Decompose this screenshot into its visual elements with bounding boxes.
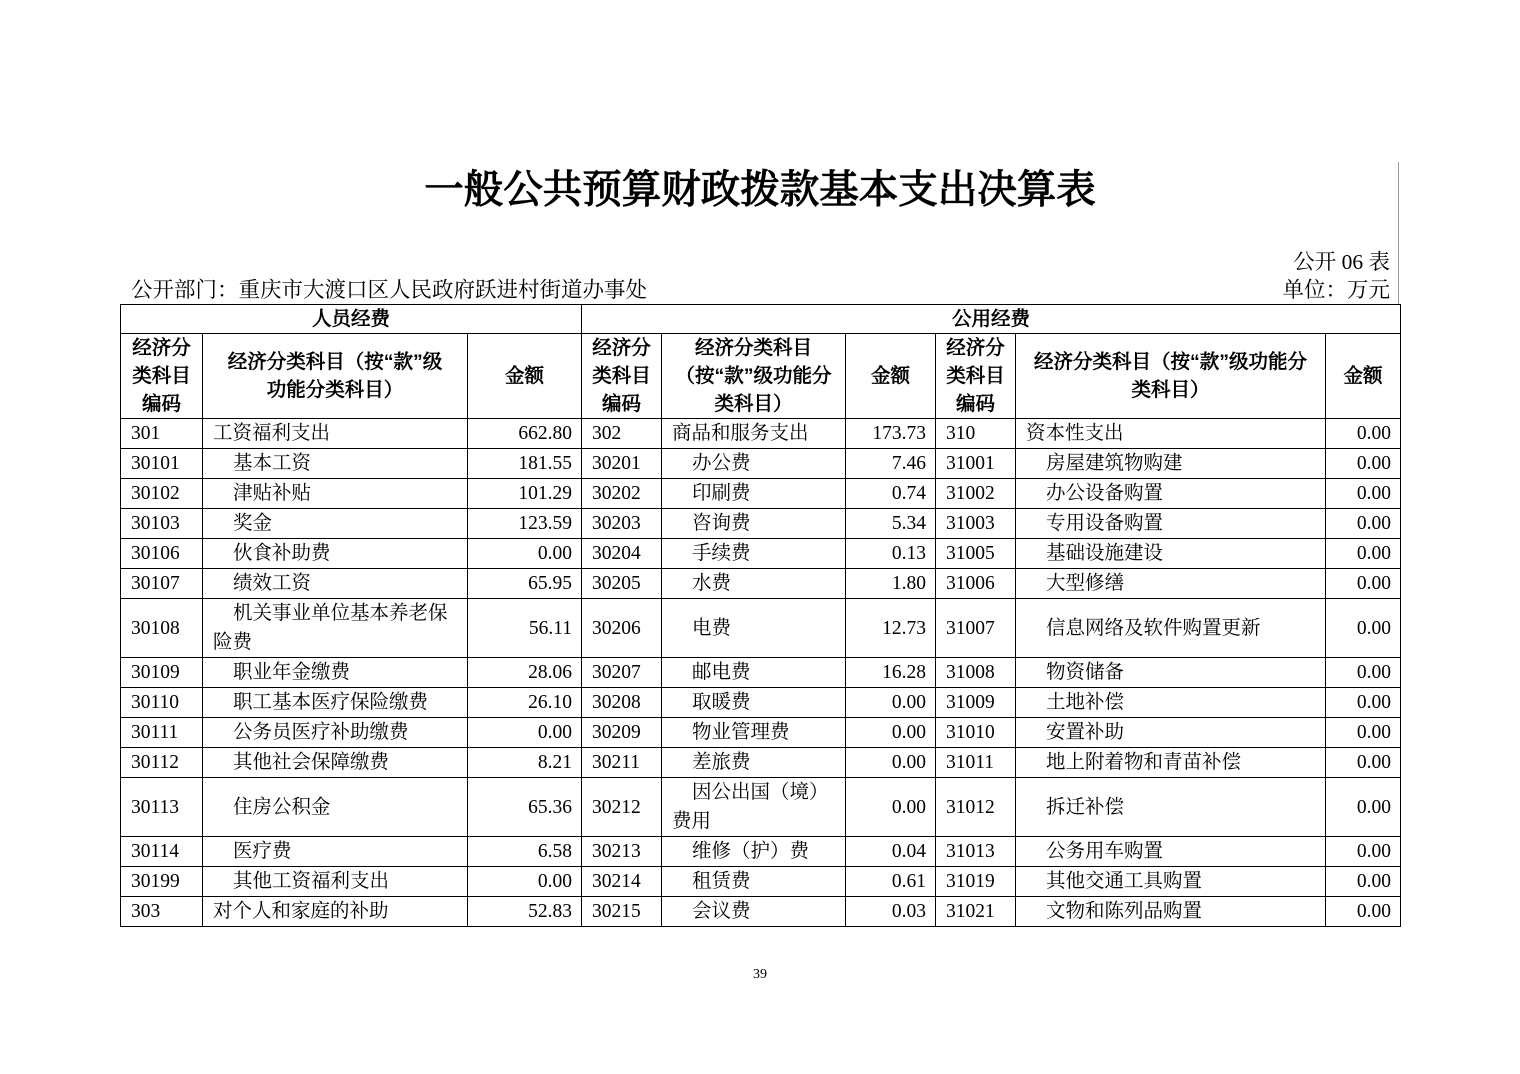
table-row: [121, 539, 1401, 569]
amount-cell: 0.00: [846, 778, 936, 837]
item-code-cell: 31012: [936, 778, 1016, 837]
item-code-cell: 31005: [936, 539, 1016, 569]
item-code-cell: 30103: [121, 509, 203, 539]
item-name-cell: 拆迁补偿: [1016, 778, 1326, 837]
amount-cell: 6.58: [468, 837, 582, 867]
item-code-cell: 301: [121, 419, 203, 449]
amount-cell: 28.06: [468, 658, 582, 688]
amount-cell: 0.00: [1326, 449, 1401, 479]
item-name-cell: 公务员医疗补助缴费: [203, 718, 468, 748]
item-name-cell: 基本工资: [203, 449, 468, 479]
item-code-cell: 30213: [582, 837, 662, 867]
item-name-cell: 地上附着物和青苗补偿: [1016, 748, 1326, 778]
item-code-cell: 31008: [936, 658, 1016, 688]
item-name-cell: 租赁费: [662, 867, 846, 897]
amount-cell: 65.95: [468, 569, 582, 599]
table-row: [121, 867, 1401, 897]
item-code-cell: 30207: [582, 658, 662, 688]
item-name-cell: 绩效工资: [203, 569, 468, 599]
amount-cell: 0.00: [1326, 897, 1401, 927]
item-name-cell: 办公设备购置: [1016, 479, 1326, 509]
item-name-cell: 住房公积金: [203, 778, 468, 837]
amount-cell: 5.34: [846, 509, 936, 539]
page-number: 39: [753, 967, 767, 982]
item-name-cell: 物资储备: [1016, 658, 1326, 688]
item-code-cell: 303: [121, 897, 203, 927]
item-code-cell: 30212: [582, 778, 662, 837]
item-name-cell: 安置补助: [1016, 718, 1326, 748]
item-code-cell: 31011: [936, 748, 1016, 778]
group-header-personnel: 人员经费: [121, 305, 582, 334]
amount-cell: 181.55: [468, 449, 582, 479]
amount-cell: 0.00: [1326, 419, 1401, 449]
item-code-cell: 30201: [582, 449, 662, 479]
item-code-cell: 30109: [121, 658, 203, 688]
amount-cell: 0.74: [846, 479, 936, 509]
amount-cell: 65.36: [468, 778, 582, 837]
amount-cell: 0.00: [1326, 688, 1401, 718]
item-name-cell: 文物和陈列品购置: [1016, 897, 1326, 927]
item-code-cell: 31007: [936, 599, 1016, 658]
item-name-cell: 物业管理费: [662, 718, 846, 748]
item-name-cell: 咨询费: [662, 509, 846, 539]
amount-cell: 26.10: [468, 688, 582, 718]
item-name-cell: 津贴补贴: [203, 479, 468, 509]
item-code-cell: 30211: [582, 748, 662, 778]
table-row: [121, 718, 1401, 748]
item-code-cell: 31021: [936, 897, 1016, 927]
column-header-amount: 金额: [1326, 334, 1401, 419]
column-header-code: 经济分类科目编码: [936, 334, 1016, 419]
amount-cell: 123.59: [468, 509, 582, 539]
amount-cell: 0.00: [1326, 867, 1401, 897]
amount-cell: 0.03: [846, 897, 936, 927]
item-code-cell: 31010: [936, 718, 1016, 748]
item-name-cell: 其他社会保障缴费: [203, 748, 468, 778]
item-name-cell: 印刷费: [662, 479, 846, 509]
item-code-cell: 30113: [121, 778, 203, 837]
item-code-cell: 30108: [121, 599, 203, 658]
table-row: [121, 449, 1401, 479]
page-title: 一般公共预算财政拨款基本支出决算表: [424, 168, 1096, 212]
item-name-cell: 会议费: [662, 897, 846, 927]
table-number: 公开 06 表: [1293, 250, 1390, 274]
item-code-cell: 30112: [121, 748, 203, 778]
amount-cell: 7.46: [846, 449, 936, 479]
amount-cell: 52.83: [468, 897, 582, 927]
table-row: [121, 419, 1401, 449]
amount-cell: 56.11: [468, 599, 582, 658]
group-header-row: [121, 305, 1401, 334]
table-body: [121, 419, 1401, 927]
amount-cell: 16.28: [846, 658, 936, 688]
page-edge-line: [1398, 162, 1399, 304]
item-name-cell: 手续费: [662, 539, 846, 569]
item-name-cell: 商品和服务支出: [662, 419, 846, 449]
column-header-name: 经济分类科目（按“款”级功能分类科目）: [203, 334, 468, 419]
item-code-cell: 30208: [582, 688, 662, 718]
amount-cell: 0.00: [846, 688, 936, 718]
item-code-cell: 30214: [582, 867, 662, 897]
column-header-row: [121, 334, 1401, 419]
amount-cell: 0.00: [1326, 509, 1401, 539]
item-name-cell: 伙食补助费: [203, 539, 468, 569]
column-header-code: 经济分类科目编码: [121, 334, 203, 419]
department-label: 公开部门：重庆市大渡口区人民政府跃进村街道办事处: [131, 278, 648, 302]
table-row: [121, 658, 1401, 688]
amount-cell: 0.00: [1326, 569, 1401, 599]
amount-cell: 0.00: [1326, 599, 1401, 658]
item-name-cell: 对个人和家庭的补助: [203, 897, 468, 927]
table-row: [121, 897, 1401, 927]
item-name-cell: 其他交通工具购置: [1016, 867, 1326, 897]
table-row: [121, 748, 1401, 778]
amount-cell: 0.00: [468, 867, 582, 897]
item-name-cell: 工资福利支出: [203, 419, 468, 449]
item-code-cell: 30202: [582, 479, 662, 509]
table-row: [121, 688, 1401, 718]
group-header-public: 公用经费: [582, 305, 1401, 334]
item-code-cell: 30209: [582, 718, 662, 748]
column-header-name: 经济分类科目（按“款”级功能分类科目）: [1016, 334, 1326, 419]
item-name-cell: 因公出国（境）费用: [662, 778, 846, 837]
item-name-cell: 职业年金缴费: [203, 658, 468, 688]
item-code-cell: 31001: [936, 449, 1016, 479]
table-row: [121, 479, 1401, 509]
item-code-cell: 31019: [936, 867, 1016, 897]
item-code-cell: 31006: [936, 569, 1016, 599]
item-name-cell: 电费: [662, 599, 846, 658]
column-header-name: 经济分类科目（按“款”级功能分类科目）: [662, 334, 846, 419]
item-code-cell: 30206: [582, 599, 662, 658]
amount-cell: 1.80: [846, 569, 936, 599]
item-name-cell: 机关事业单位基本养老保险费: [203, 599, 468, 658]
item-code-cell: 31009: [936, 688, 1016, 718]
item-code-cell: 30106: [121, 539, 203, 569]
column-header-code: 经济分类科目编码: [582, 334, 662, 419]
budget-table: [120, 304, 1401, 927]
amount-cell: 0.00: [846, 748, 936, 778]
amount-cell: 0.00: [1326, 778, 1401, 837]
item-code-cell: 30203: [582, 509, 662, 539]
item-name-cell: 取暖费: [662, 688, 846, 718]
amount-cell: 662.80: [468, 419, 582, 449]
amount-cell: 101.29: [468, 479, 582, 509]
column-header-amount: 金额: [846, 334, 936, 419]
item-name-cell: 大型修缮: [1016, 569, 1326, 599]
amount-cell: 173.73: [846, 419, 936, 449]
item-code-cell: 30215: [582, 897, 662, 927]
item-name-cell: 信息网络及软件购置更新: [1016, 599, 1326, 658]
item-code-cell: 30107: [121, 569, 203, 599]
amount-cell: 0.00: [1326, 658, 1401, 688]
item-name-cell: 土地补偿: [1016, 688, 1326, 718]
item-name-cell: 公务用车购置: [1016, 837, 1326, 867]
amount-cell: 0.04: [846, 837, 936, 867]
amount-cell: 0.00: [1326, 539, 1401, 569]
item-name-cell: 房屋建筑物购建: [1016, 449, 1326, 479]
table-row: [121, 509, 1401, 539]
amount-cell: 0.00: [1326, 837, 1401, 867]
amount-cell: 0.00: [1326, 479, 1401, 509]
table-row: [121, 837, 1401, 867]
amount-cell: 0.00: [468, 718, 582, 748]
item-code-cell: 30110: [121, 688, 203, 718]
item-code-cell: 31003: [936, 509, 1016, 539]
unit-label: 单位：万元: [1282, 278, 1390, 302]
amount-cell: 0.00: [846, 718, 936, 748]
table-row: [121, 599, 1401, 658]
item-code-cell: 30101: [121, 449, 203, 479]
amount-cell: 0.61: [846, 867, 936, 897]
item-name-cell: 邮电费: [662, 658, 846, 688]
item-name-cell: 办公费: [662, 449, 846, 479]
amount-cell: 12.73: [846, 599, 936, 658]
table-row: [121, 569, 1401, 599]
amount-cell: 0.00: [1326, 748, 1401, 778]
item-name-cell: 差旅费: [662, 748, 846, 778]
amount-cell: 0.13: [846, 539, 936, 569]
item-name-cell: 奖金: [203, 509, 468, 539]
column-header-amount: 金额: [468, 334, 582, 419]
table-row: [121, 778, 1401, 837]
amount-cell: 0.00: [468, 539, 582, 569]
item-code-cell: 30199: [121, 867, 203, 897]
amount-cell: 8.21: [468, 748, 582, 778]
item-code-cell: 31002: [936, 479, 1016, 509]
item-name-cell: 基础设施建设: [1016, 539, 1326, 569]
item-name-cell: 资本性支出: [1016, 419, 1326, 449]
item-code-cell: 31013: [936, 837, 1016, 867]
item-code-cell: 30204: [582, 539, 662, 569]
amount-cell: 0.00: [1326, 718, 1401, 748]
item-name-cell: 水费: [662, 569, 846, 599]
item-name-cell: 专用设备购置: [1016, 509, 1326, 539]
item-code-cell: 30114: [121, 837, 203, 867]
item-name-cell: 医疗费: [203, 837, 468, 867]
item-code-cell: 30102: [121, 479, 203, 509]
item-code-cell: 30205: [582, 569, 662, 599]
item-code-cell: 302: [582, 419, 662, 449]
item-name-cell: 其他工资福利支出: [203, 867, 468, 897]
item-code-cell: 310: [936, 419, 1016, 449]
item-name-cell: 维修（护）费: [662, 837, 846, 867]
item-name-cell: 职工基本医疗保险缴费: [203, 688, 468, 718]
item-code-cell: 30111: [121, 718, 203, 748]
